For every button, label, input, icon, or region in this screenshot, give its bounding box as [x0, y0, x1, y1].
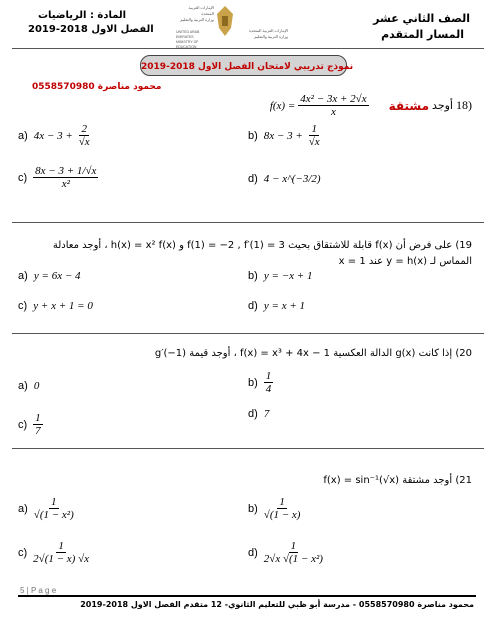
option-21c[interactable]: c) $\frac{1}{2√(1 - x) √x}$: [18, 540, 90, 565]
option-18a[interactable]: a) 4x − 3 + $\frac{2}{√x}$: [18, 123, 90, 148]
option-21a[interactable]: a) $\frac{1}{\text{√(1 − x²)}}$: [18, 496, 74, 521]
option-21d[interactable]: d) $\frac{1}{\text{2√x √(1 − x²)}}$: [248, 540, 323, 565]
ministry-name-ar: الإمارات العربية المتحدة وزارة التربية والتعليم: [180, 5, 214, 22]
option-18c[interactable]: c) $\frac{8x - 3 + 1/√x}{\text{x²}}$: [18, 165, 97, 190]
uae-emblem-icon: [213, 4, 237, 40]
option-19d[interactable]: d) y = x + 1: [248, 300, 306, 312]
divider-q18: [12, 222, 484, 223]
option-20c[interactable]: c) $\frac{1}{7}$: [18, 412, 41, 437]
teacher-contact: محمود مناصرة 0558570980: [32, 82, 162, 92]
subject-label: المادة : الرياضيات: [38, 10, 127, 21]
option-20a[interactable]: a) 0: [18, 380, 40, 392]
track-label: المسار المتقدم: [381, 28, 464, 41]
question-21: 21) أوجد مشتقة f(x) = sin⁻¹(√x): [323, 475, 472, 486]
option-21b[interactable]: b) $\frac{1}{√(1 - x)}$: [248, 496, 301, 521]
option-20b[interactable]: b) $\frac{1}{4}$: [248, 370, 272, 395]
question-19: 19) على فرض أن f(x) قابلة للاشتقاق بحيث f(1) = −2 , f′(1) = 3 و h(x) = x² f(x) ، أوجد معادلة المماس لـ y = h(x) عند x = 1: [52, 240, 472, 267]
ministry-name-en: UNITED ARAB EMIRATES MINISTRY OF EDUCATION: [176, 30, 200, 49]
exam-banner: نموذج تدريبي لامتحان الفصل الاول 2018-2019: [140, 55, 347, 76]
footer-text: محمود مناصرة 0558570980 - مدرسة أبو ظبي للتعليم الثانوي- 12 متقدم الفصل الاول 2018-2019: [80, 600, 474, 609]
semester-label: الفصل الاول 2018-2019: [28, 24, 154, 35]
option-19a[interactable]: a) y = 6x − 4: [18, 270, 81, 282]
option-19b[interactable]: b) y = −x + 1: [248, 270, 313, 282]
grade-label: الصف الثاني عشر: [373, 12, 470, 25]
divider-q20: [12, 448, 484, 449]
question-20: 20) إذا كانت g(x) الدالة العكسية f(x) = x³ + 4x − 1 ، أوجد قيمة g′(−1): [154, 348, 472, 359]
option-19c[interactable]: c) y + x + 1 = 0: [18, 300, 93, 312]
page-number: 5 | P a g e: [20, 586, 57, 595]
option-18b[interactable]: b) 8x − 3 + $\frac{1}{√x}$: [248, 123, 320, 148]
option-18d[interactable]: d) 4 − x^(−3/2): [248, 173, 321, 185]
footer-divider: [18, 595, 476, 597]
header-divider: [12, 48, 484, 49]
question-18: f(x) = $\frac{\text{4x² − 3x + 2√x}}{x}$ مشتقة أوجد 18): [269, 93, 472, 118]
ministry-name-ar-right: الإمارات العربية المتحدة وزارة التربية والتعليم: [248, 28, 288, 39]
option-20d[interactable]: d) 7: [248, 408, 270, 420]
divider-q19: [12, 333, 484, 334]
